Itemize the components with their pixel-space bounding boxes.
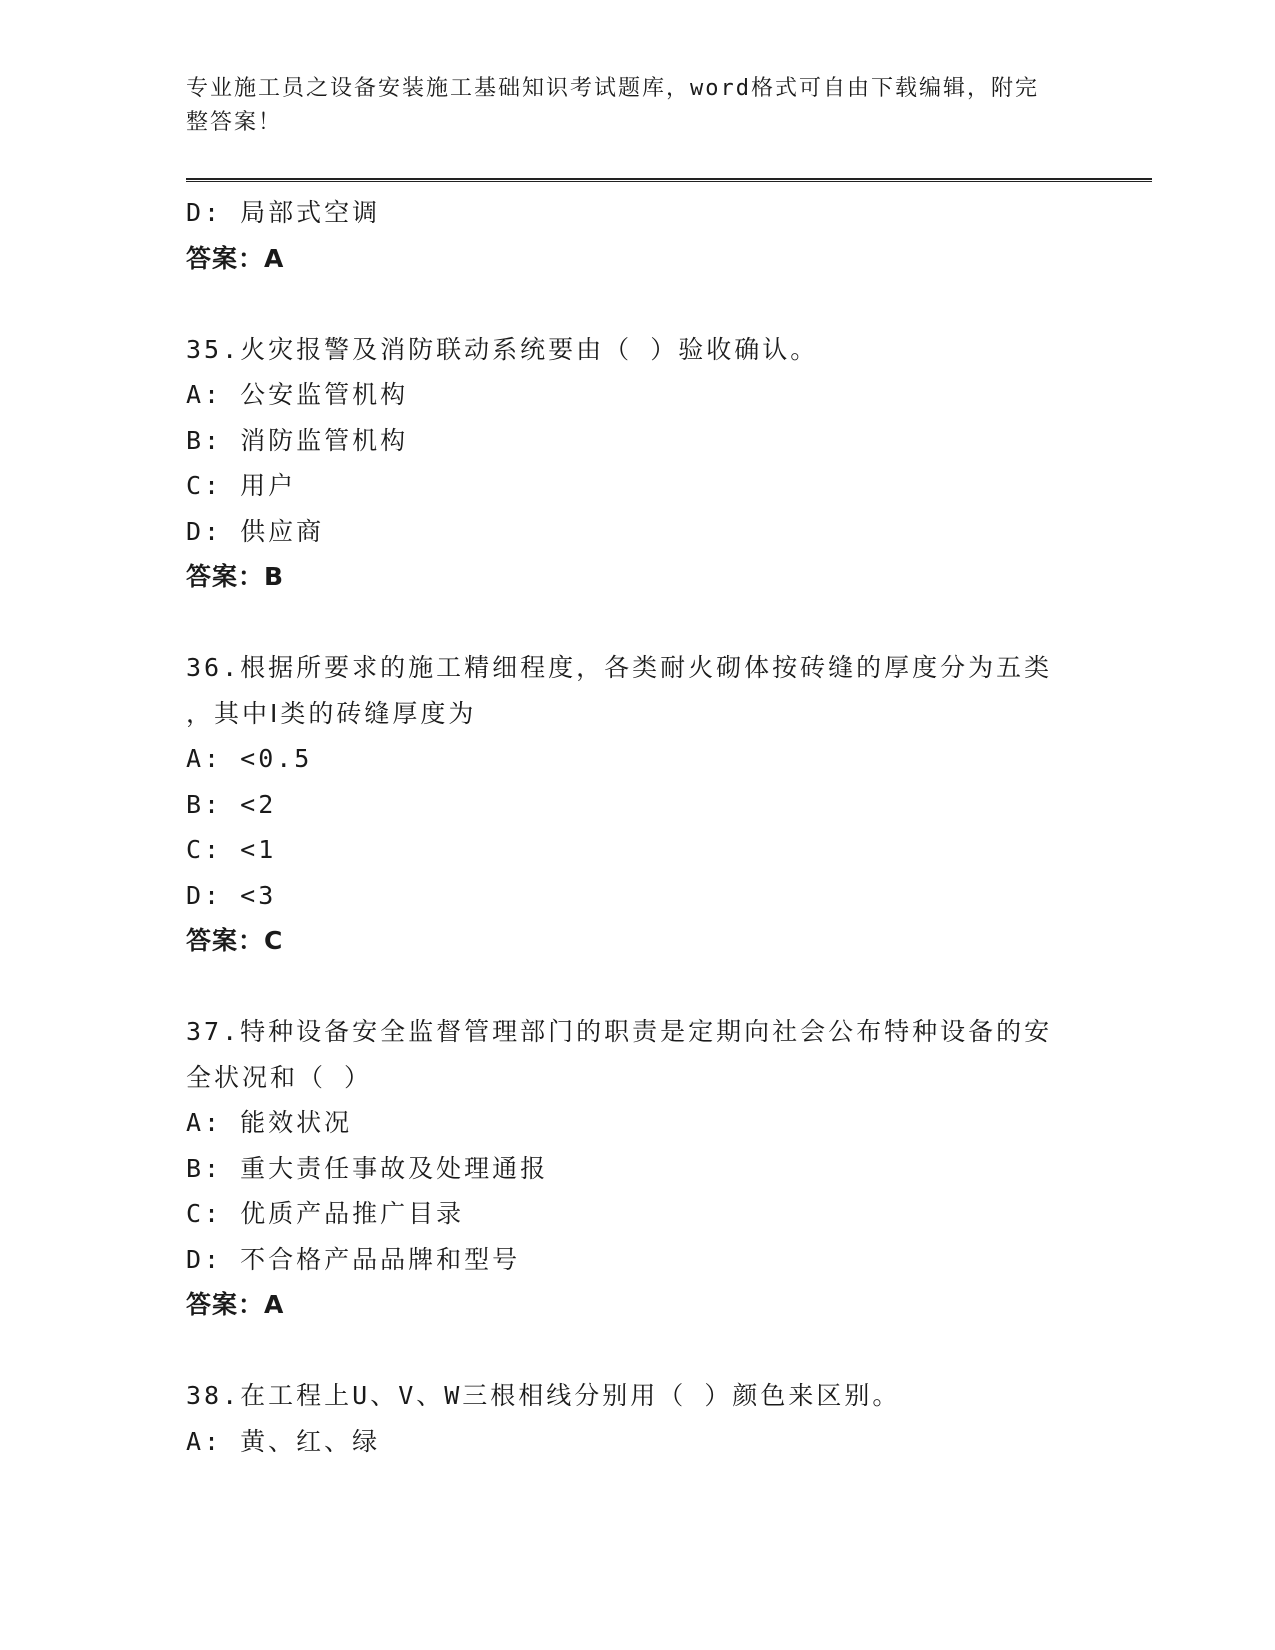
question-35-option-a: A: 公安监管机构 [186, 380, 409, 409]
spacer [186, 1328, 1086, 1374]
spacer [186, 281, 1086, 327]
question-35-option-d: D: 供应商 [186, 516, 325, 546]
question-37-stem-1: 37.特种设备安全监督管理部门的职责是定期向社会公布特种设备的安 [186, 1017, 1053, 1046]
question-35-answer: 答案：B [186, 562, 285, 591]
question-37-option-d: D: 不合格产品品牌和型号 [186, 1244, 521, 1274]
question-36-stem-1: 36.根据所要求的施工精细程度，各类耐火砌体按砖缝的厚度分为五类 [186, 653, 1053, 682]
question-37-option-a: A: 能效状况 [186, 1108, 353, 1137]
question-list [186, 190, 1086, 1464]
spacer [186, 600, 1086, 646]
question-36-option-a: A: <0.5 [186, 744, 313, 773]
header-line-2: 整答案！ [186, 110, 283, 135]
header-divider [186, 178, 1152, 182]
question-37-answer: 答案：A [186, 1290, 285, 1319]
header-line-1: 专业施工员之设备安装施工基础知识考试题库，word格式可自由下载编辑，附完 [186, 76, 1039, 101]
question-35-option-c: C: 用户 [186, 471, 297, 500]
question-38-option-a: A: 黄、红、绿 [186, 1426, 381, 1456]
question-37-stem-2: 全状况和（ ） [186, 1062, 373, 1092]
question-36-option-b: B: <2 [186, 789, 277, 819]
question-37-option-b: B: 重大责任事故及处理通报 [186, 1153, 549, 1183]
question-37-option-c: C: 优质产品推广目录 [186, 1199, 465, 1228]
question-38-stem: 38.在工程上U、V、W三根相线分别用（ ）颜色来区别。 [186, 1381, 901, 1410]
question-36-option-c: C: <1 [186, 835, 277, 864]
document-header [186, 72, 1066, 140]
question-35-stem: 35.火灾报警及消防联动系统要由（ ）验收确认。 [186, 334, 819, 364]
question-35-option-b: B: 消防监管机构 [186, 425, 409, 455]
option-d-prev: D: 局部式空调 [186, 198, 381, 227]
question-36-answer: 答案：C [186, 926, 284, 955]
question-36-option-d: D: <3 [186, 880, 277, 910]
question-36-stem-2: ，其中Ⅰ类的砖缝厚度为 [186, 698, 477, 728]
answer-prev: 答案：A [186, 243, 285, 273]
spacer [186, 964, 1086, 1010]
